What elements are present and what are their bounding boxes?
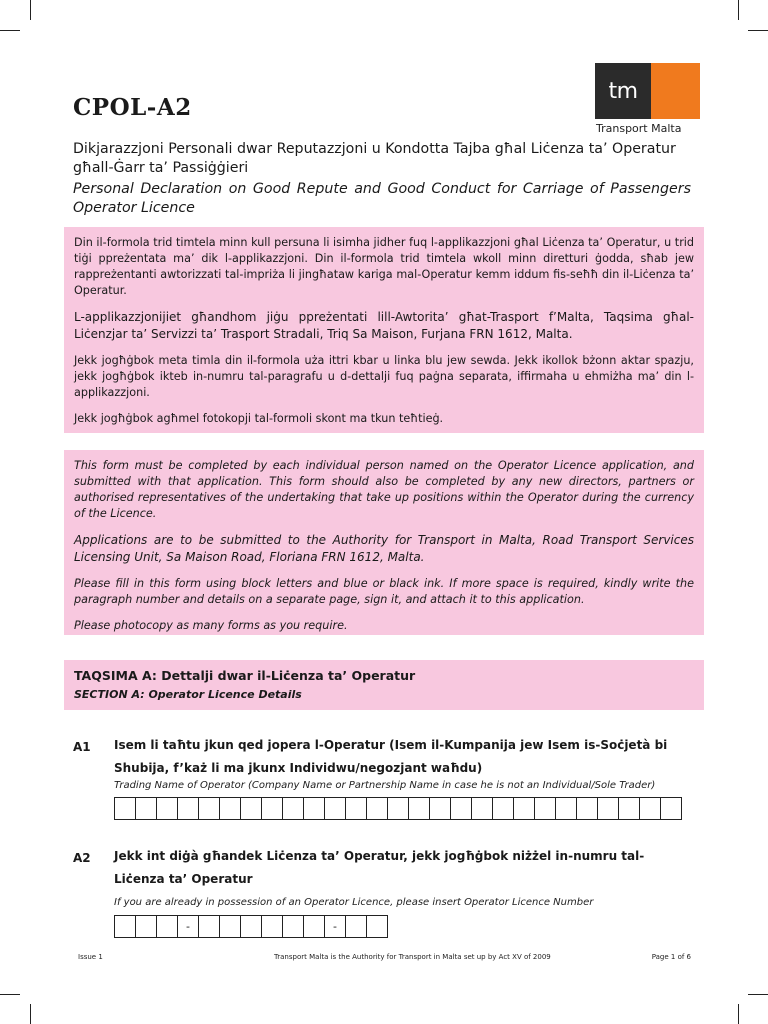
separator-box: -: [324, 915, 346, 938]
char-box[interactable]: [492, 797, 514, 820]
char-box[interactable]: [429, 797, 451, 820]
title-maltese: Dikjarazzjoni Personali dwar Reputazzjoni u Kondotta Tajba għal Liċenza ta’ Operatur għall-Ġarr ta’ Passiġġieri: [73, 141, 676, 176]
section-a-header: [64, 660, 704, 710]
section-a-title-english: SECTION A: Operator Licence Details: [74, 688, 302, 701]
instruction-paragraph: Jekk jogħġbok meta timla din il-formola uża ittri kbar u linka blu jew sewda. Jekk ikollok bżonn aktar spazju, jekk jogħġbok ikteb in-numru tal-paragrafu u d-dettalji fuq paġna separata, iffirmaha u ehmiżha ma’ din l-applikazzjoni.: [74, 354, 694, 399]
crop-mark: [0, 30, 20, 31]
char-box[interactable]: [282, 797, 304, 820]
instruction-paragraph: Din il-formola trid timtela minn kull persuna li isimha jidher fuq l-applikazzjoni għal Liċenza ta’ Operatur, u trid tiġi ppreżentata ma’ dik l-applikazzjoni. Din il-formola trid timtela wkoll minn diretturi ġodda, sħab jew rappreżentanti awtorizzati tal-impriża li jingħataw kariga mal-Operatur kemm iddum fis-seħħ din il-Liċenza ta’ Operatur.: [74, 236, 694, 297]
question-a2-text: Jekk int diġà għandek Liċenza ta’ Operatur, jekk jogħġbok niżżel in-numru tal-Liċenza ta’ Operatur: [114, 849, 645, 886]
char-box[interactable]: [156, 915, 178, 938]
char-box[interactable]: [450, 797, 472, 820]
question-number-a2: A2: [73, 851, 91, 865]
instruction-paragraph: Applications are to be submitted to the Authority for Transport in Malta, Road Transport Services Licensing Unit, Sa Maison Road, Floriana FRN 1612, Malta.: [74, 533, 694, 564]
char-box[interactable]: [282, 915, 304, 938]
char-box[interactable]: [345, 915, 367, 938]
crop-mark: [0, 994, 20, 995]
logo-mark: tm: [595, 63, 651, 119]
char-box[interactable]: [114, 915, 136, 938]
char-box[interactable]: [471, 797, 493, 820]
title-english: Personal Declaration on Good Repute and Good Conduct for Carriage of Passengers Operator Licence: [73, 181, 691, 216]
char-box[interactable]: [261, 797, 283, 820]
section-a-title-maltese: TAQSIMA A: Dettalji dwar il-Liċenza ta’ Operatur: [74, 668, 416, 683]
char-box[interactable]: [576, 797, 598, 820]
char-box[interactable]: [219, 915, 241, 938]
instructions-maltese: [64, 227, 704, 433]
instruction-paragraph: Jekk jogħġbok agħmel fotokopji tal-formoli skont ma tkun teħtieġ.: [74, 412, 444, 425]
footer-issue: Issue 1: [78, 953, 103, 961]
char-box[interactable]: [198, 915, 220, 938]
instruction-paragraph: This form must be completed by each individual person named on the Operator Licence application, and submitted with that application. This form should also be completed by any new directors, partners or authorised representatives of the undertaking that take up positions within the Operator during the currency of the Licence.: [74, 459, 694, 520]
char-box[interactable]: [240, 915, 262, 938]
transport-malta-logo: [595, 63, 700, 119]
char-box[interactable]: [660, 797, 682, 820]
char-box[interactable]: [219, 797, 241, 820]
char-box[interactable]: [366, 915, 388, 938]
char-box[interactable]: [303, 797, 325, 820]
operator-licence-number-input[interactable]: [114, 915, 388, 938]
char-box[interactable]: [618, 797, 640, 820]
instructions-english: [64, 450, 704, 635]
char-box[interactable]: [639, 797, 661, 820]
char-box[interactable]: [240, 797, 262, 820]
char-box[interactable]: [408, 797, 430, 820]
char-box[interactable]: [555, 797, 577, 820]
separator-box: -: [177, 915, 199, 938]
footer-authority: Transport Malta is the Authority for Transport in Malta set up by Act XV of 2009: [274, 953, 551, 961]
crop-mark: [738, 1004, 739, 1024]
char-box[interactable]: [345, 797, 367, 820]
crop-mark: [30, 0, 31, 20]
question-a2-hint: If you are already in possession of an Operator Licence, please insert Operator Licence Number: [114, 897, 594, 908]
footer-page-number: Page 1 of 6: [651, 953, 691, 961]
char-box[interactable]: [114, 797, 136, 820]
trading-name-input[interactable]: [114, 797, 682, 820]
instruction-paragraph: L-applikazzjonijiet għandhom jiġu ppreżentati lill-Awtorita’ għat-Trasport f’Malta, Taqsima għal-Liċenzjar ta’ Servizzi ta’ Trasport Stradali, Triq Sa Maison, Furjana FRN 1612, Malta.: [74, 310, 694, 341]
char-box[interactable]: [366, 797, 388, 820]
form-code: CPOL-A2: [73, 94, 192, 121]
char-box[interactable]: [261, 915, 283, 938]
char-box[interactable]: [324, 797, 346, 820]
char-box[interactable]: [156, 797, 178, 820]
char-box[interactable]: [135, 915, 157, 938]
char-box[interactable]: [198, 797, 220, 820]
question-number-a1: A1: [73, 740, 91, 754]
crop-mark: [30, 1004, 31, 1024]
char-box[interactable]: [135, 797, 157, 820]
instruction-paragraph: Please photocopy as many forms as you require.: [74, 619, 348, 632]
char-box[interactable]: [597, 797, 619, 820]
char-box[interactable]: [303, 915, 325, 938]
char-box[interactable]: [534, 797, 556, 820]
instruction-paragraph: Please fill in this form using block letters and blue or black ink. If more space is required, kindly write the paragraph number and details on a separate page, sign it, and attach it to this application.: [74, 577, 694, 606]
question-a1-text: Isem li taħtu jkun qed jopera l-Operatur (Isem il-Kumpanija jew Isem is-Soċjetà bi Shubija, f’każ li ma jkunx Individwu/negozjant waħdu): [114, 738, 668, 775]
crop-mark: [748, 30, 768, 31]
crop-mark: [748, 994, 768, 995]
char-box[interactable]: [177, 797, 199, 820]
question-a1-hint: Trading Name of Operator (Company Name or Partnership Name in case he is not an Individual/Sole Trader): [114, 780, 656, 791]
crop-mark: [738, 0, 739, 20]
logo-name: Transport Malta: [596, 122, 682, 135]
char-box[interactable]: [387, 797, 409, 820]
logo-orange-block: [651, 63, 700, 119]
char-box[interactable]: [513, 797, 535, 820]
